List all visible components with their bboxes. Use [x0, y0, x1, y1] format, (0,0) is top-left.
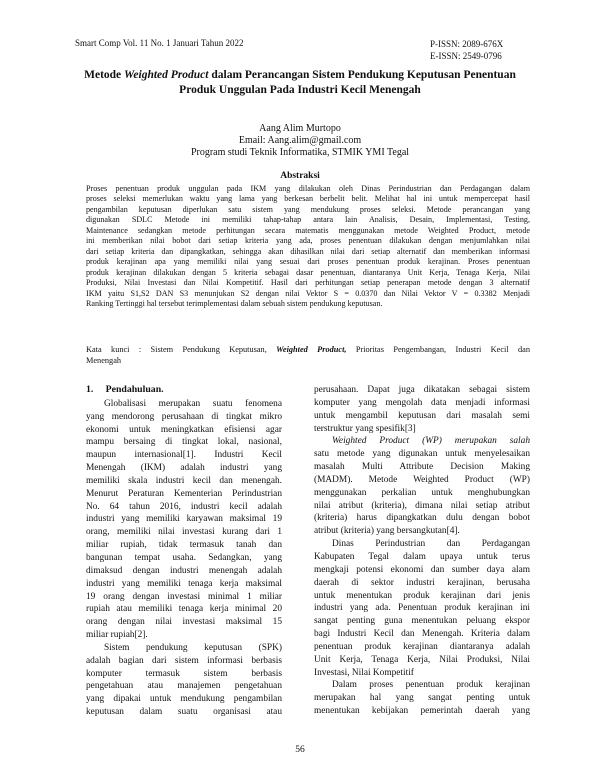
- paragraph-line: untuk menentukan produk kerajinan dari jenis: [314, 590, 530, 601]
- paper-title: [40, 68, 560, 98]
- paragraph-line: adalah bagian dari sistem informasi berbasis: [86, 655, 282, 666]
- keywords-bold-term: Weighted Product,: [276, 345, 347, 354]
- abstract-line: Maintenance sedangkan metode perhitungan secara matematis menggunakan metode Weighted Product, metode: [86, 225, 530, 235]
- paragraph-line: Weighted Product (WP) merupakan salah: [332, 436, 530, 447]
- paragraph-line: miliar rupiah[2].: [86, 630, 148, 641]
- paragraph-line: daerah di sektor industri kerajinan, berusaha: [314, 577, 530, 588]
- paragraph-line: mampu bersaing di tingkat lokal, nasional,: [86, 437, 282, 448]
- paragraph-line: memiliki skala industri kecil dan menengah.: [86, 475, 282, 486]
- section-number: 1.: [86, 384, 94, 395]
- paragraph-line: komputer termasuk sistem berbasis: [86, 668, 282, 679]
- author-affiliation: Program studi Teknik Informatika, STMIK YMI Tegal: [190, 147, 410, 158]
- abstract-line: dari setiap kriteria dan dipangkatkan, sehingga akan dihasilkan nilai dari setiap alternatif dan memberikan informasi: [86, 246, 530, 256]
- abstract-line: IKM yaitu S1,S2 DAN S3 menunjukan S2 dengan nilai Vektor S = 0.0370 dan Nilai Vektor V = 0.3382 Menjadi: [86, 288, 530, 298]
- abstract-line: digunakan SDLC Metode ini memiliki tahap-tahap antara lain Analisis, Desain, Implementasi, Testing,: [86, 215, 530, 225]
- paragraph-line: atribut (kriteria) yang bersangkutan[4].: [314, 526, 460, 537]
- section-title: Pendahuluan.: [105, 384, 164, 395]
- paragraph-line: Sistem pendukung keputusan (SPK): [104, 642, 282, 653]
- title-part-italic: Weighted Product: [124, 69, 209, 81]
- paragraph-line: ekonomi untuk meningkatkan efisiensi agar: [86, 424, 282, 435]
- title-line-2: Produk Unggulan Pada Industri Kecil Menengah: [179, 84, 421, 96]
- paragraph-line: yang dipakai untuk mendukung pengambilan: [86, 694, 282, 705]
- paragraph-line: menentukan kebijakan pemerintah daerah yang: [314, 706, 530, 717]
- abstract-line: Proses penentuan produk unggulan pada IKM yang dilakukan oleh Dinas Perindustrian dan Perdagangan dalam: [86, 184, 530, 193]
- keywords-line-2: Menengah: [86, 356, 122, 365]
- title-part-a: Metode: [84, 69, 125, 81]
- paragraph-line: Menurut Peraturan Kementerian Perindustrian: [86, 488, 282, 499]
- paragraph-line: keputusan dalam suatu organisasi atau: [86, 707, 282, 718]
- paragraph-line: (kriteria) harus dipangkatkan dulu dengan bobot: [314, 513, 530, 524]
- paragraph-line: Globalisasi merupakan suatu fenomena: [104, 398, 282, 409]
- paragraph-line: masalah Multi Attribute Decision Making: [314, 462, 530, 473]
- paragraph-line: bangunan tempat usaha. Sedangkan, yang: [86, 552, 282, 563]
- paragraph-line: komputer yang mengolah data menjadi informasi: [314, 397, 530, 408]
- paragraph-line: Kabupaten Tegal dalam upaya untuk terus: [314, 551, 530, 562]
- paragraph-line: perusahaan. Dapat juga dikatakan sebagai sistem: [314, 385, 530, 395]
- paragraph-line: sangat penting guna menentukan peluang ekspor: [314, 616, 530, 627]
- paragraph-line: industri yang memiliki tenaga kerja maksimal: [86, 578, 282, 589]
- paragraph-line: orang, memiliki nilai investasi kurang dari 1: [86, 527, 282, 538]
- paragraph-line: No. 64 tahun 2016, industri kecil adalah: [86, 501, 282, 512]
- paragraph-line: menggunakan perkalian untuk menghubungkan: [314, 487, 530, 498]
- paragraph-line: maupun internasional[1]. Industri Kecil: [86, 450, 282, 461]
- paragraph-line: Dinas Perindustrian dan Perdagangan: [332, 539, 530, 550]
- issn-block: [430, 38, 503, 62]
- abstract-body: [86, 184, 530, 309]
- paragraph-line: miliar rupiah, tidak termasuk tanah dan: [86, 540, 282, 551]
- paragraph-line: industri yang ada. Penentuan produk kerajinan ini: [314, 603, 530, 614]
- right-column: [314, 384, 530, 718]
- keywords-line-1: [86, 344, 530, 355]
- paragraph-line: Dalam proses penentuan produk kerajinan: [332, 680, 530, 691]
- paragraph-line: 19 orang dengan investasi minimal 1 miliar: [86, 591, 282, 602]
- paragraph-line: pengetahuan atau manajemen pengetahuan: [86, 681, 282, 692]
- paragraph-line: mengkaji potensi ekonomi dan sumber daya alam: [314, 564, 530, 575]
- print-issn: P-ISSN: 2089-676X: [430, 39, 504, 49]
- paragraph-line: Unit Kerja, Tenaga Kerja, Nilai Produksi, Nilai: [314, 654, 530, 665]
- paragraph-line: penentuan produk kerajinan diantaranya adalah: [314, 641, 530, 652]
- paragraph-line: dimaksud dengan industri menengah adalah: [86, 565, 282, 576]
- keywords: [86, 344, 530, 366]
- author-email: Email: Aang.alim@gmail.com: [238, 135, 362, 146]
- paragraph-line: nilai atribut (kriteria), dimana nilai setiap atribut: [314, 500, 530, 511]
- paragraph-line: merupakan hal yang sangat penting untuk: [314, 693, 530, 704]
- section-heading: [86, 384, 282, 397]
- abstract-line: produk kerajinan apa yang memiliki nilai yang sesuai dari proses penentuan produk kerajinan. Proses penentuan: [86, 257, 530, 267]
- paragraph-line: Investasi, Nilai Kompetitif: [314, 667, 414, 678]
- abstract-line: produk kerajinan dilakukan dengan 5 kriteria sebagai dasar penentuan, diantaranya Unit Kerja, Tenaga Kerja, Nilai: [86, 267, 530, 277]
- paragraph-line: yang mendorong perusahaan di tingkat mikro: [86, 411, 282, 422]
- paragraph-line: rupiah atau memiliki tenaga kerja minimal 20: [86, 604, 282, 615]
- paragraph-line: (MADM). Metode Weighted Product (WP): [314, 474, 530, 485]
- electronic-issn: E-ISSN: 2549-0796: [430, 51, 502, 61]
- left-column: [86, 384, 282, 719]
- title-line-1: [40, 68, 560, 83]
- paragraph-line: terstruktur yang spesifik[3]: [314, 423, 416, 434]
- paragraph-line: bagi Industri Kecil dan Menengah. Kriteria dalam: [314, 629, 530, 640]
- journal-header: Smart Comp Vol. 11 No. 1 Januari Tahun 2022: [75, 38, 244, 48]
- page-number: 56: [295, 745, 305, 755]
- paragraph-line: untuk mengambil keputusan dari masalah semi: [314, 410, 530, 421]
- paragraph-line: satu metode yang digunakan untuk menyelesaikan: [314, 449, 530, 460]
- paragraph-line: Menengah (IKM) adalah industri yang: [86, 463, 282, 474]
- author-block: [40, 123, 560, 159]
- abstract-line: proses seleksi memerlukan waktu yang lama yang berkesan berbelit belit. Melihat hal ini untuk mempercepat hasil: [86, 194, 530, 204]
- abstract-line: Produksi, Nilai Investasi dan Nilai Kompetitif. Hasil dari perhitungan setiap penerapan metode dengan 3 alternatif: [86, 278, 530, 288]
- paragraph-line: orang dengan nilai investasi maksimal 15: [86, 617, 282, 628]
- keywords-prefix: Kata kunci : Sistem Pendukung Keputusan,: [86, 345, 277, 354]
- keywords-rest: Prioritas Pengembangan, Industri Kecil dan: [346, 345, 530, 354]
- abstract-line: Ranking Tertinggi hal tersebut terimplementasi dalam sebuah sistem pendukung keputusan.: [86, 298, 383, 308]
- abstract-line: pengambilan keputusan diperlukan satu sistem yang mendukung proses seleksi. Metode perancangan yang: [86, 204, 530, 214]
- abstract-heading: Abstraksi: [280, 171, 320, 181]
- title-part-c: dalam Perancangan Sistem Pendukung Keputusan Penentuan: [208, 69, 516, 81]
- paragraph-line: industri yang memiliki karyawan maksimal 19: [86, 514, 282, 525]
- author-name: Aang Alim Murtopo: [259, 123, 341, 134]
- abstract-line: ini memberikan nilai bobot dari setiap kriteria yang ada, proses penentuan dilakukan dengan menjumlahkan nilai: [86, 236, 530, 246]
